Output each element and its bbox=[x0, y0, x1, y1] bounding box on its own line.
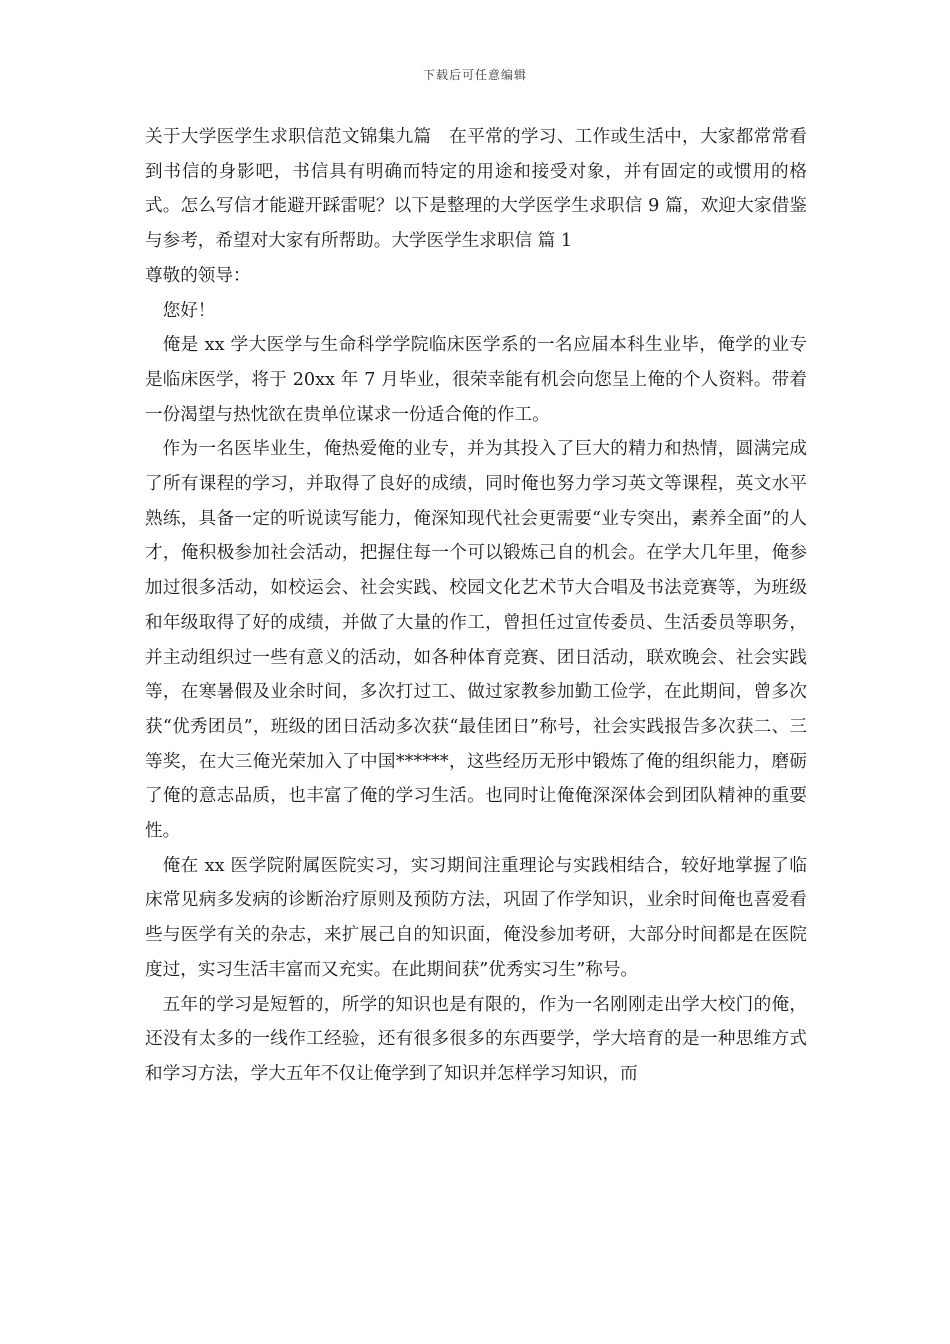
body-paragraph: 俺在 xx 医学院附属医院实习，实习期间注重理论与实践相结合，较好地掌握了临床常见病多发病的诊断治疗原则及预防方法，巩固了作学知识，业余时间俺也喜爱看些与医学有关的杂志，来扩展己自的知识面，俺没参加考研，大部分时间都是在医院度过，实习生活丰富而又充实。在此期间获”优秀实习生”称号。 bbox=[145, 855, 807, 980]
intro-paragraph: 关于大学医学生求职信范文锦集九篇 在平常的学习、工作或生活中，大家都常常看到书信的身影吧，书信具有明确而特定的用途和接受对象，并有固定的或惯用的格式。怎么写信才能避开踩雷呢？以下是整理的大学医学生求职信 9 篇，欢迎大家借鉴与参考，希望对大家有所帮助。大学医学生求职信 篇 1 bbox=[145, 127, 807, 252]
body-paragraph: 俺是 xx 学大医学与生命科学学院临床医学系的一名应届本科生业毕，俺学的业专是临床医学，将于 20xx 年 7 月毕业，很荣幸能有机会向您呈上俺的个人资料。带着一份渴望与热忱欲在贵单位谋求一份适合俺的作工。 bbox=[145, 335, 807, 425]
document-body bbox=[145, 120, 807, 1092]
greeting: 您好！ bbox=[162, 300, 216, 321]
body-paragraph: 作为一名医毕业生，俺热爱俺的业专，并为其投入了巨大的精力和热情，圆满完成了所有课程的学习，并取得了良好的成绩，同时俺也努力学习英文等课程，英文水平熟练，具备一定的听说读写能力，俺深知现代社会更需要“业专突出，素养全面”的人才，俺积极参加社会活动，把握住每一个可以锻炼己自的机会。在学大几年里，俺参加过很多活动，如校运会、社会实践、校园文化艺术节大合唱及书法竞赛等，为班级和年级取得了好的成绩，并做了大量的作工，曾担任过宣传委员、生活委员等职务，并主动组织过一些有意义的活动，如各种体育竞赛、团日活动，联欢晚会、社会实践等，在寒暑假及业余时间，多次打过工、做过家教参加勤工俭学，在此期间，曾多次获“优秀团员”，班级的团日活动多次获“最佳团日”称号，社会实践报告多次获二、三等奖，在大三俺光荣加入了中国******，这些经历无形中锻炼了俺的组织能力，磨砺了俺的意志品质，也丰富了俺的学习生活。也同时让俺俺深深体会到团队精神的重要性。 bbox=[145, 439, 807, 842]
page-header: 下载后可任意编辑 bbox=[422, 68, 527, 82]
salutation: 尊敬的领导： bbox=[145, 265, 251, 286]
body-paragraph: 五年的学习是短暂的，所学的知识也是有限的，作为一名刚刚走出学大校门的俺，还没有太多的一线作工经验，还有很多很多的东西要学，学大培育的是一种思维方式和学习方法，学大五年不仅让俺学到了知识并怎样学习知识，而 bbox=[145, 994, 807, 1084]
